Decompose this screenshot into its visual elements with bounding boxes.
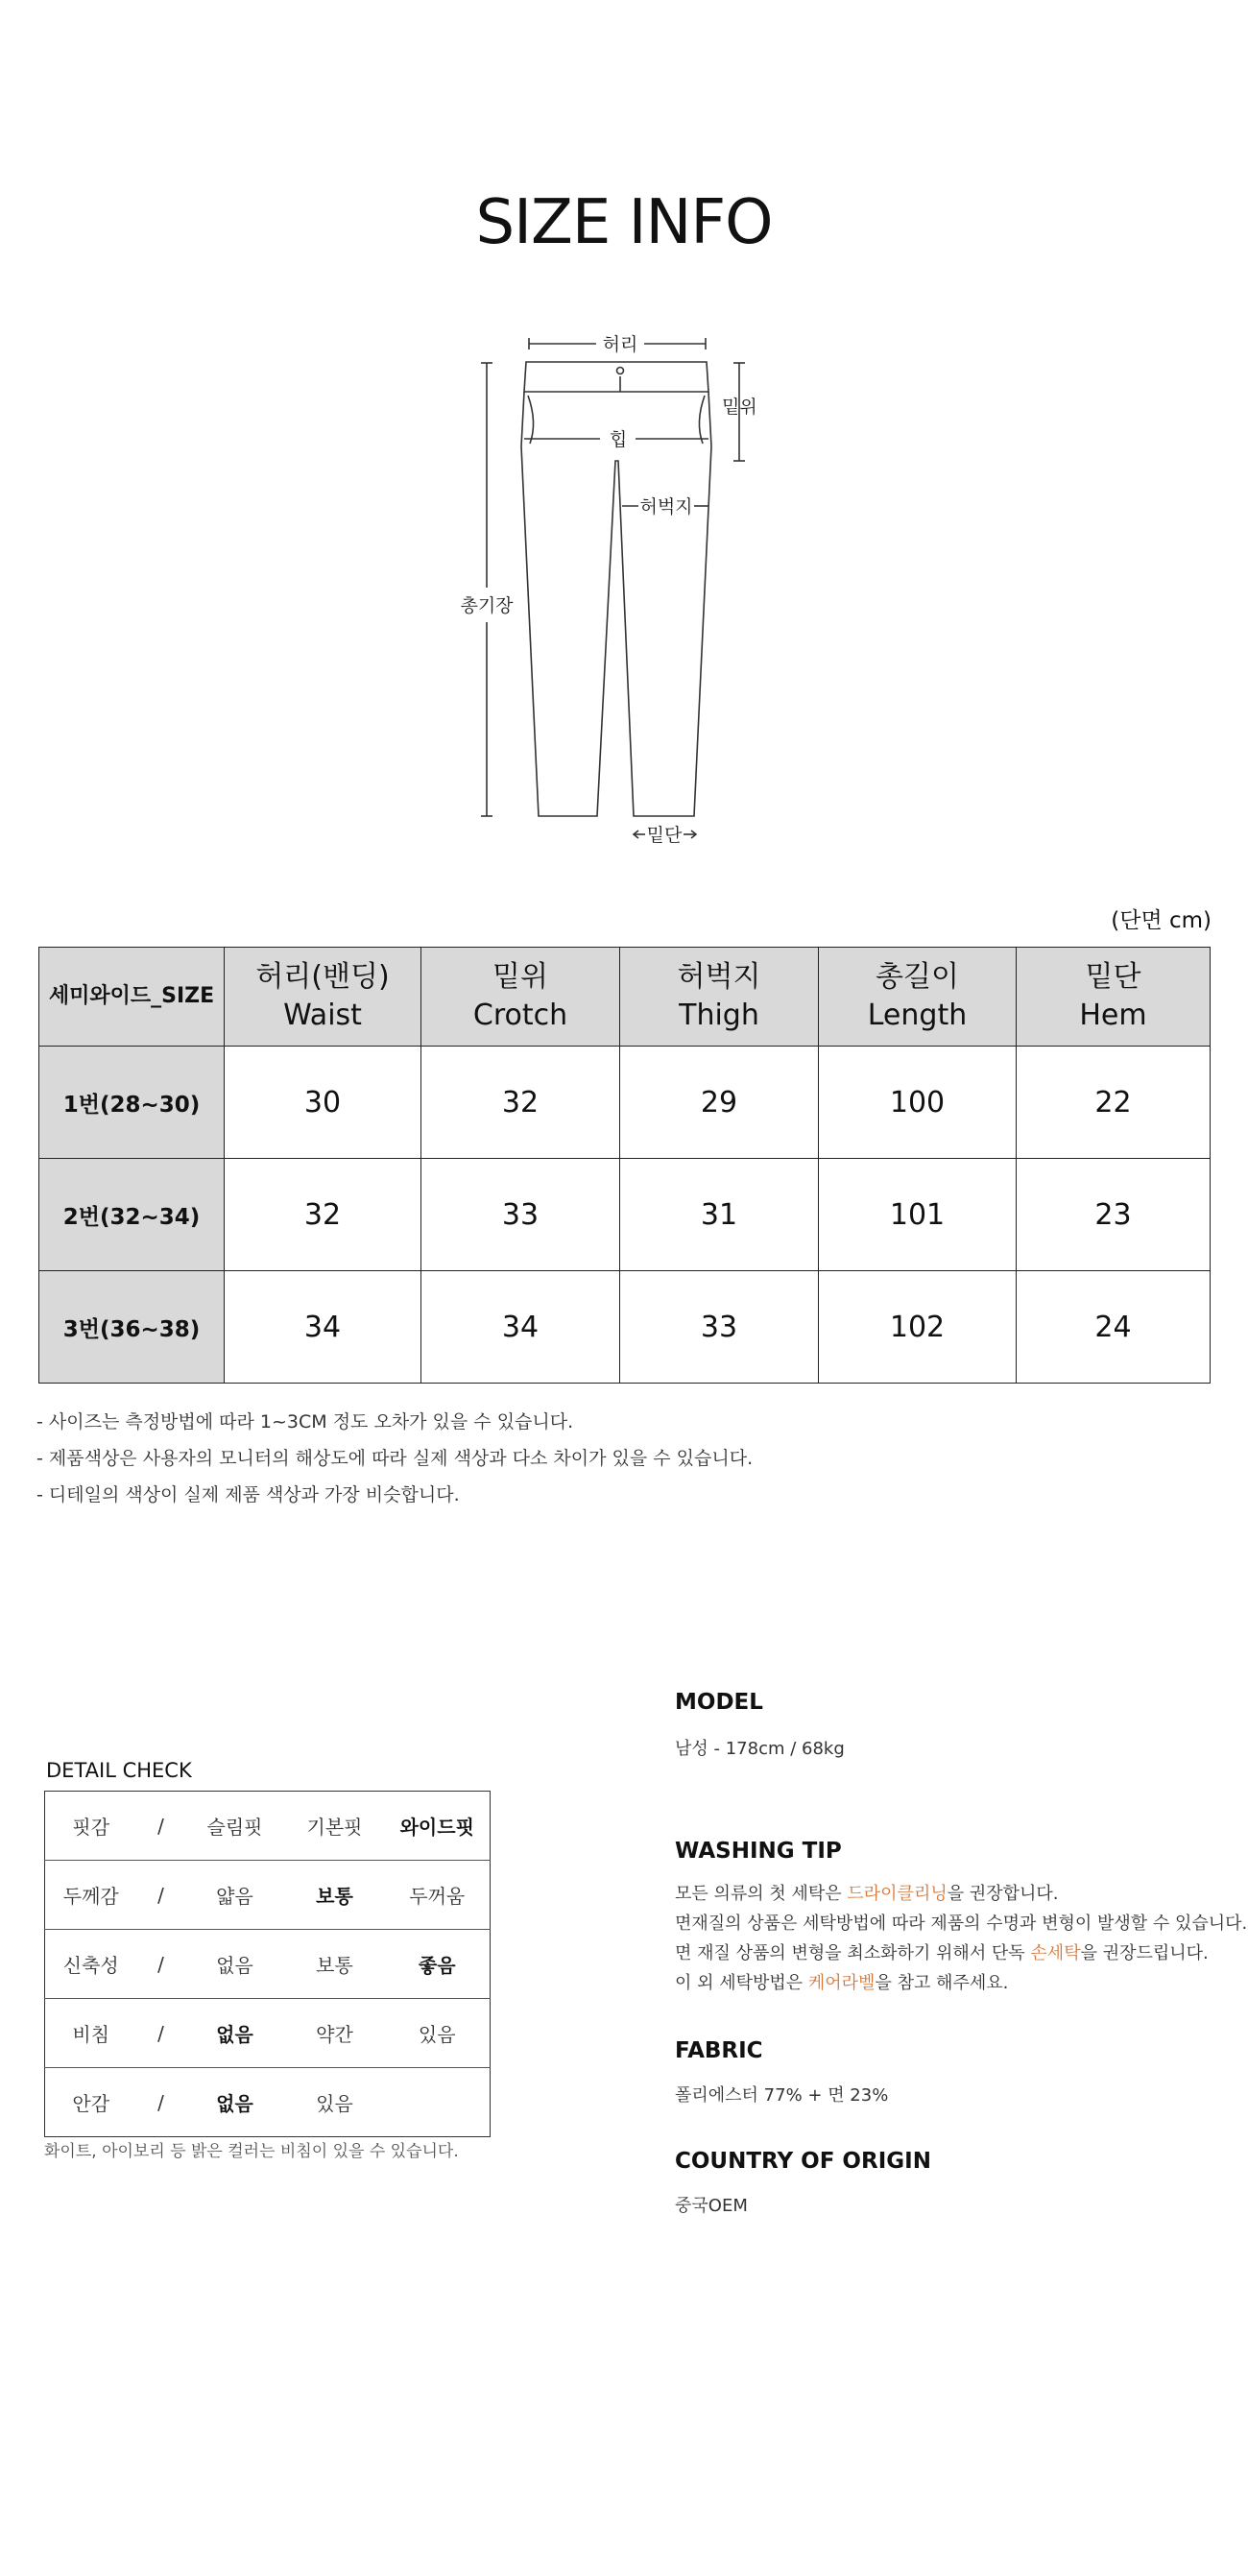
- crotch-cell: 33: [421, 1159, 620, 1271]
- detail-option: 있음: [385, 1999, 491, 2068]
- washing-section: [675, 1839, 1248, 1998]
- detail-separator: /: [137, 2068, 185, 2137]
- crotch-label: 밑위: [722, 397, 757, 418]
- table-row: [39, 1271, 1211, 1384]
- waist-cell: 32: [225, 1159, 421, 1271]
- detail-row: [45, 2068, 491, 2137]
- column-label-en: Waist: [283, 999, 362, 1032]
- hem-cell: 24: [1017, 1271, 1211, 1384]
- waist-cell: 34: [225, 1271, 421, 1384]
- thigh-cell: 33: [620, 1271, 819, 1384]
- column-label-ko: 허리(밴딩): [255, 960, 390, 994]
- note-line: - 사이즈는 측정방법에 따라 1~3CM 정도 오차가 있을 수 있습니다.: [36, 1411, 574, 1432]
- detail-separator: /: [137, 1999, 185, 2068]
- detail-separator: /: [137, 1930, 185, 1999]
- waist-column-header: [225, 948, 421, 1047]
- thigh-column-header: [620, 948, 819, 1047]
- column-label-en: Length: [867, 999, 968, 1032]
- detail-separator: /: [137, 1861, 185, 1930]
- detail-option: 없음: [185, 2068, 285, 2137]
- washing-title: WASHING TIP: [675, 1839, 842, 1864]
- crotch-cell: 32: [421, 1047, 620, 1159]
- washing-text: 모든 의류의 첫 세탁은: [675, 1884, 848, 1904]
- size-cell: 3번(36~38): [39, 1271, 225, 1384]
- washing-line: [675, 1879, 1212, 1909]
- detail-row: [45, 1999, 491, 2068]
- thigh-cell: 29: [620, 1047, 819, 1159]
- detail-option: 보통: [285, 1861, 385, 1930]
- hem-label: 밑단: [646, 825, 683, 846]
- washing-text: 을 권장드립니다.: [1080, 1943, 1209, 1963]
- length-cell: 100: [819, 1047, 1017, 1159]
- note-line: - 디테일의 색상이 실제 제품 색상과 가장 비슷합니다.: [36, 1484, 460, 1505]
- fabric-section: [675, 2038, 1212, 2110]
- table-row: [39, 1047, 1211, 1159]
- detail-option: 슬림핏: [206, 1816, 263, 1839]
- table-row: [39, 1159, 1211, 1271]
- note-line: - 제품색상은 사용자의 모니터의 해상도에 따라 실제 색상과 다소 차이가 있을 수 있습니다.: [36, 1448, 754, 1469]
- detail-row: [45, 1861, 491, 1930]
- washing-highlight: 손세탁: [1030, 1943, 1081, 1963]
- detail-check-title: DETAIL CHECK: [46, 1759, 192, 1782]
- detail-option: 보통: [285, 1930, 385, 1999]
- model-text: 남성 - 178cm / 68kg: [675, 1739, 845, 1759]
- hem-cell: 23: [1017, 1159, 1211, 1271]
- washing-line: 면재질의 상품은 세탁방법에 따라 제품의 수명과 변형이 발생할 수 있습니다.: [675, 1914, 1248, 1934]
- washing-highlight: 드라이클리닝: [847, 1884, 948, 1904]
- thigh-cell: 31: [620, 1159, 819, 1271]
- washing-line: [675, 1968, 1212, 1998]
- unit-label: (단면 cm): [1111, 908, 1212, 933]
- washing-text: 이 외 세탁방법은: [675, 1973, 808, 1993]
- detail-label: 핏감: [72, 1816, 110, 1839]
- detail-option: 약간: [285, 1999, 385, 2068]
- detail-option: 두꺼움: [385, 1861, 491, 1930]
- detail-option: 얇음: [185, 1861, 285, 1930]
- detail-label: 신축성: [45, 1930, 137, 1999]
- crotch-column-header: [421, 948, 620, 1047]
- origin-text: 중국OEM: [675, 2196, 748, 2216]
- detail-option: 있음: [285, 2068, 385, 2137]
- size-notes: [36, 1404, 753, 1513]
- column-label-ko: 총길이: [876, 960, 959, 994]
- size-column-header: 세미와이드_SIZE: [39, 948, 225, 1047]
- thigh-label: 허벅지: [639, 496, 693, 518]
- column-label-ko: 밑단: [1085, 960, 1141, 994]
- size-cell: 2번(32~34): [39, 1159, 225, 1271]
- length-cell: 101: [819, 1159, 1017, 1271]
- pants-measurement-diagram: [451, 322, 797, 859]
- length-label: 총기장: [460, 595, 514, 616]
- page-title: SIZE INFO: [475, 187, 773, 258]
- detail-check-table: [44, 1791, 491, 2137]
- fabric-text: 폴리에스터 77% + 면 23%: [675, 2085, 889, 2106]
- waist-label: 허리: [602, 334, 638, 355]
- origin-section: [675, 2149, 1212, 2221]
- length-cell: 102: [819, 1271, 1017, 1384]
- model-title: MODEL: [675, 1690, 763, 1715]
- size-table: [38, 947, 1211, 1384]
- column-label-ko: 허벅지: [677, 960, 761, 994]
- column-label-ko: 밑위: [492, 960, 548, 994]
- washing-highlight: 케어라벨: [807, 1973, 876, 1993]
- fabric-title: FABRIC: [675, 2038, 763, 2063]
- waist-cell: 30: [225, 1047, 421, 1159]
- washing-line: [675, 1938, 1212, 1968]
- hem-column-header: [1017, 948, 1211, 1047]
- detail-option: 없음: [185, 1999, 285, 2068]
- washing-text: 면 재질 상품의 변형을 최소화하기 위해서 단독: [675, 1943, 1031, 1963]
- hem-cell: 22: [1017, 1047, 1211, 1159]
- size-table-header: [39, 948, 1211, 1047]
- washing-text: 을 참고 해주세요.: [875, 1973, 1009, 1993]
- detail-option: 기본핏: [306, 1816, 363, 1839]
- origin-title: COUNTRY OF ORIGIN: [675, 2149, 931, 2174]
- detail-label: 비침: [45, 1999, 137, 2068]
- detail-option: 없음: [185, 1930, 285, 1999]
- column-label-en: Thigh: [679, 999, 759, 1032]
- detail-label: 안감: [45, 2068, 137, 2137]
- detail-check-note: 화이트, 아이보리 등 밝은 컬러는 비침이 있을 수 있습니다.: [44, 2142, 459, 2161]
- detail-option: 와이드핏: [399, 1816, 474, 1839]
- detail-option: 좋음: [385, 1930, 491, 1999]
- detail-row: [45, 1792, 491, 1861]
- column-label-en: Crotch: [472, 999, 568, 1032]
- detail-separator: /: [157, 1814, 164, 1838]
- hip-label: 힙: [609, 429, 628, 450]
- detail-option: [385, 2068, 491, 2137]
- model-section: [675, 1690, 1212, 1764]
- size-cell: 1번(28~30): [39, 1047, 225, 1159]
- detail-row: [45, 1930, 491, 1999]
- washing-text: 을 권장합니다.: [947, 1884, 1059, 1904]
- column-label-en: Hem: [1079, 999, 1147, 1032]
- detail-label: 두께감: [45, 1861, 137, 1930]
- length-column-header: [819, 948, 1017, 1047]
- crotch-cell: 34: [421, 1271, 620, 1384]
